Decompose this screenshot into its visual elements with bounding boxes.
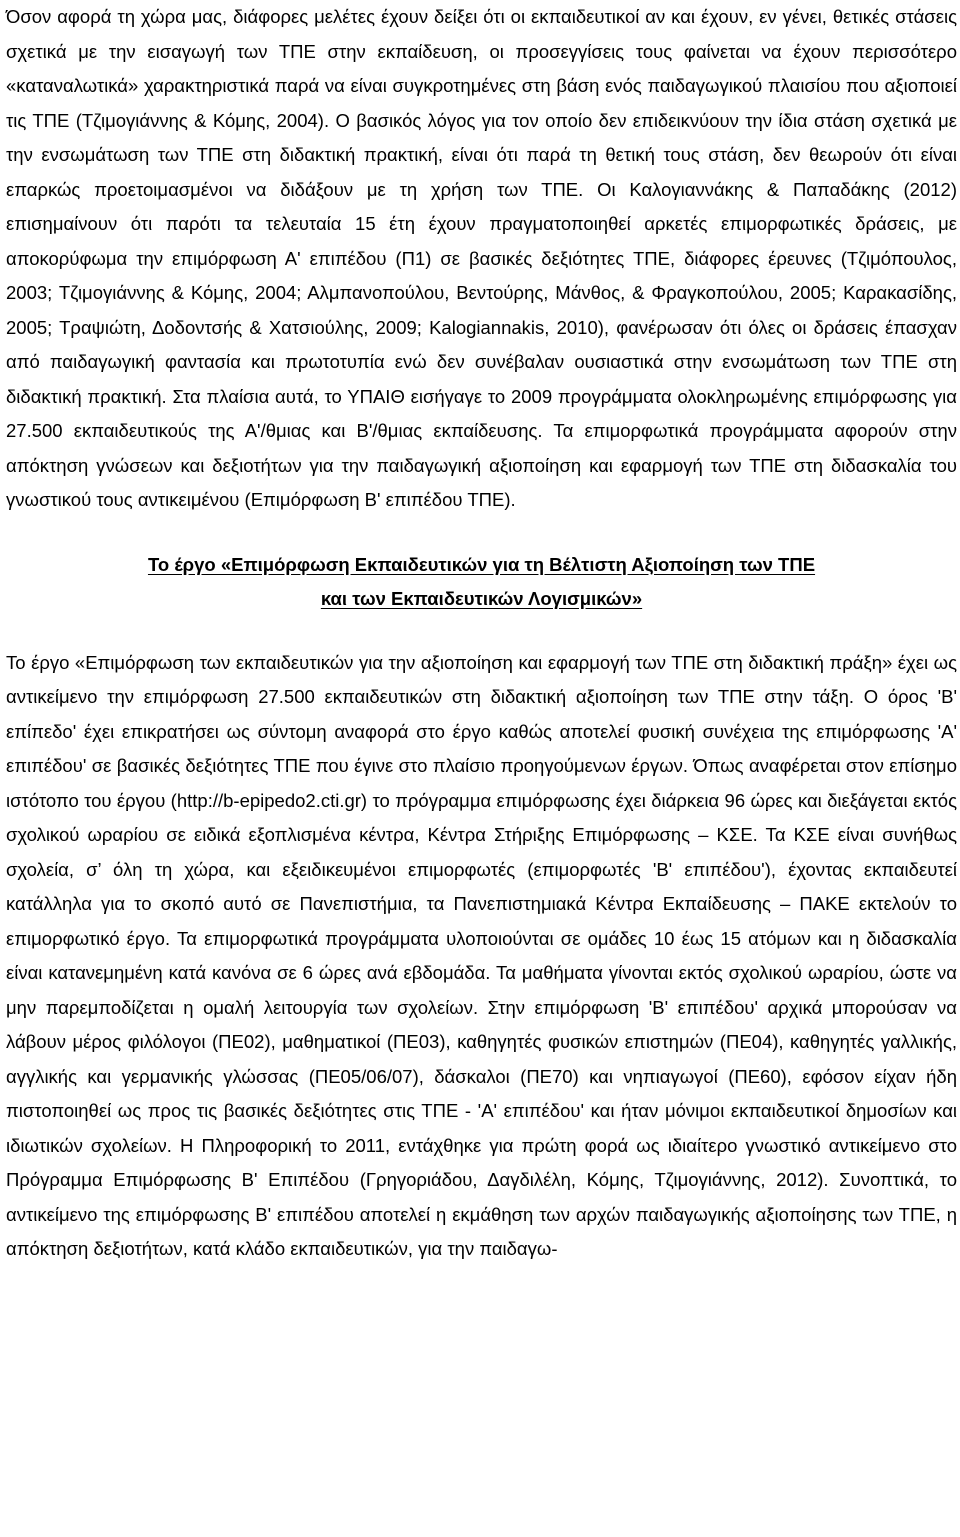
body-paragraph: Το έργο «Επιμόρφωση των εκπαιδευτικών για την αξιοποίηση και εφαρμογή των ΤΠΕ στη διδακτική πράξη» έχει ως αντικείμενο την επιμόρφωση 27.500 εκπαιδευτικών στη διδακτική αξιοποίηση των ΤΠΕ στην τάξη. Ο όρος 'Β' επίπεδο' έχει επικρατήσει ως σύντομη αναφορά στο έργο καθώς αποτελεί φυσική συνέχεια της επιμόρφωσης 'Α' επιπέδου' σε βασικές δεξιότητες ΤΠΕ που έγινε στο πλαίσιο προηγούμενων έργων. Όπως αναφέρεται στον επίσημο ιστότοπο του έργου (http://b-epipedo2.cti.gr) το πρόγραμμα επιμόρφωσης έχει διάρκεια 96 ώρες και διεξάγεται εκτός σχολικού ωραρίου σε ειδικά εξοπλισμένα κέντρα, Κέντρα Στήριξης Επιμόρφωσης – ΚΣΕ. Τα ΚΣΕ είναι συνήθως σχολεία, σ’ όλη τη χώρα, και εξειδικευμένοι επιμορφωτές (επιμορφωτές 'Β' επιπέδου'), έχοντας εκπαιδευτεί κατάλληλα για το σκοπό αυτό σε Πανεπιστήμια, τα Πανεπιστημιακά Κέντρα Εκπαίδευσης – ΠΑΚΕ εκτελούν το επιμορφωτικό έργο. Τα επιμορφωτικά προγράμματα υλοποιούνται σε ομάδες 10 έως 15 ατόμων και η διδασκαλία είναι κατανεμημένη κατά κανόνα σε 6 ώρες ανά εβδομάδα. Τα μαθήματα γίνονται εκτός σχολικού ωραρίου, ώστε να μην παρεμποδίζεται η ομαλή λειτουργία των σχολείων. Στην επιμόρφωση 'Β' επιπέδου' αρχικά μπορούσαν να λάβουν μέρος φιλόλογοι (ΠΕ02), μαθηματικοί (ΠΕ03), καθηγητές φυσικών επιστημών (ΠΕ04), καθηγητές γαλλικής, αγγλικής και γερμανικής γλώσσας (ΠΕ05/06/07), δάσκαλοι (ΠΕ70) και νηπιαγωγοί (ΠΕ60), εφόσον είχαν ήδη πιστοποιηθεί ως προς τις βασικές δεξιότητες στις ΤΠΕ - 'Α' επιπέδου' και ήταν μόνιμοι εκπαιδευτικοί δημοσίων και ιδιωτικών σχολείων. Η Πληροφορική το 2011, εντάχθηκε για πρώτη φορά ως ιδιαίτερο γνωστικό αντικείμενο στο Πρόγραμμα Επιμόρφωσης Β' Επιπέδου (Γρηγοριάδου, Δαγδιλέλη, Κόμης, Τζιμογιάννης, 2012). Συνοπτικά, το αντικείμενο της επιμόρφωσης Β' επιπέδου αποτελεί η εκμάθηση των αρχών παιδαγωγικής αξιοποίησης των ΤΠΕ, η απόκτηση δεξιοτήτων, κατά κλάδο εκπαιδευτικών, για την παιδαγω- [6,651,957,1259]
intro-paragraph: Όσον αφορά τη χώρα μας, διάφορες μελέτες έχουν δείξει ότι οι εκπαιδευτικοί αν και έχουν, εν γένει, θετικές στάσεις σχετικά με την εισαγωγή των ΤΠΕ στην εκπαίδευση, οι προσεγγίσεις τους φαίνεται να έχουν περισσότερο «καταναλωτικά» χαρακτηριστικά παρά να είναι συγκροτημένες στη βάση ενός παιδαγωγικού πλαισίου που αξιοποιεί τις ΤΠΕ (Τζιμογιάννης & Κόμης, 2004). Ο βασικός λόγος για τον οποίο δεν επιδεικνύουν την ίδια στάση σχετικά με την ενσωμάτωση των ΤΠΕ στη διδακτική πρακτική, είναι ότι παρά τη θετική τους στάση, δεν θεωρούν ότι είναι επαρκώς προετοιμασμένοι να διδάξουν με τη χρήση των ΤΠΕ. Οι Καλογιαννάκης & Παπαδάκης (2012) επισημαίνουν ότι παρότι τα τελευταία 15 έτη έχουν πραγματοποιηθεί αρκετές επιμορφωτικές δράσεις, με αποκορύφωμα την επιμόρφωση Α' επιπέδου (Π1) σε βασικές δεξιότητες ΤΠΕ, διάφορες έρευνες (Τζιμόπουλος, 2003; Τζιμογιάννης & Κόμης, 2004; Αλμπανοπούλου, Βεντούρης, Μάνθος, & Φραγκοπούλου, 2005; Καρακασίδης, 2005; Τραψιώτη, Δοδοντσής & Χατσιούλης, 2009; Kalogiannakis, 2010), φανέρωσαν ότι όλες οι δράσεις έπασχαν από παιδαγωγική φαντασία και πρωτοτυπία ενώ δεν συνέβαλαν ουσιαστικά στην ενσωμάτωση των ΤΠΕ στη διδακτική πρακτική. Στα πλαίσια αυτά, το ΥΠΑΙΘ εισήγαγε το 2009 προγράμματα ολοκληρωμένης επιμόρφωσης για 27.500 εκπαιδευτικούς της Α'/θμιας και Β'/θμιας εκπαίδευσης. Τα επιμορφωτικά προγράμματα αφορούν στην απόκτηση γνώσεων και δεξιοτήτων για την παιδαγωγική αξιοποίηση και εφαρμογή των ΤΠΕ στη διδασκαλία του γνωστικού τους αντικειμένου (Επιμόρφωση Β' επιπέδου ΤΠΕ). [6,6,957,510]
section-heading-line-1: Το έργο «Επιμόρφωση Εκπαιδευτικών για τη Βέλτιστη Αξιοποίηση των ΤΠΕ [147,553,816,575]
section-heading-line-2: και των Εκπαιδευτικών Λογισμικών» [320,587,643,609]
section-heading [6,548,957,616]
